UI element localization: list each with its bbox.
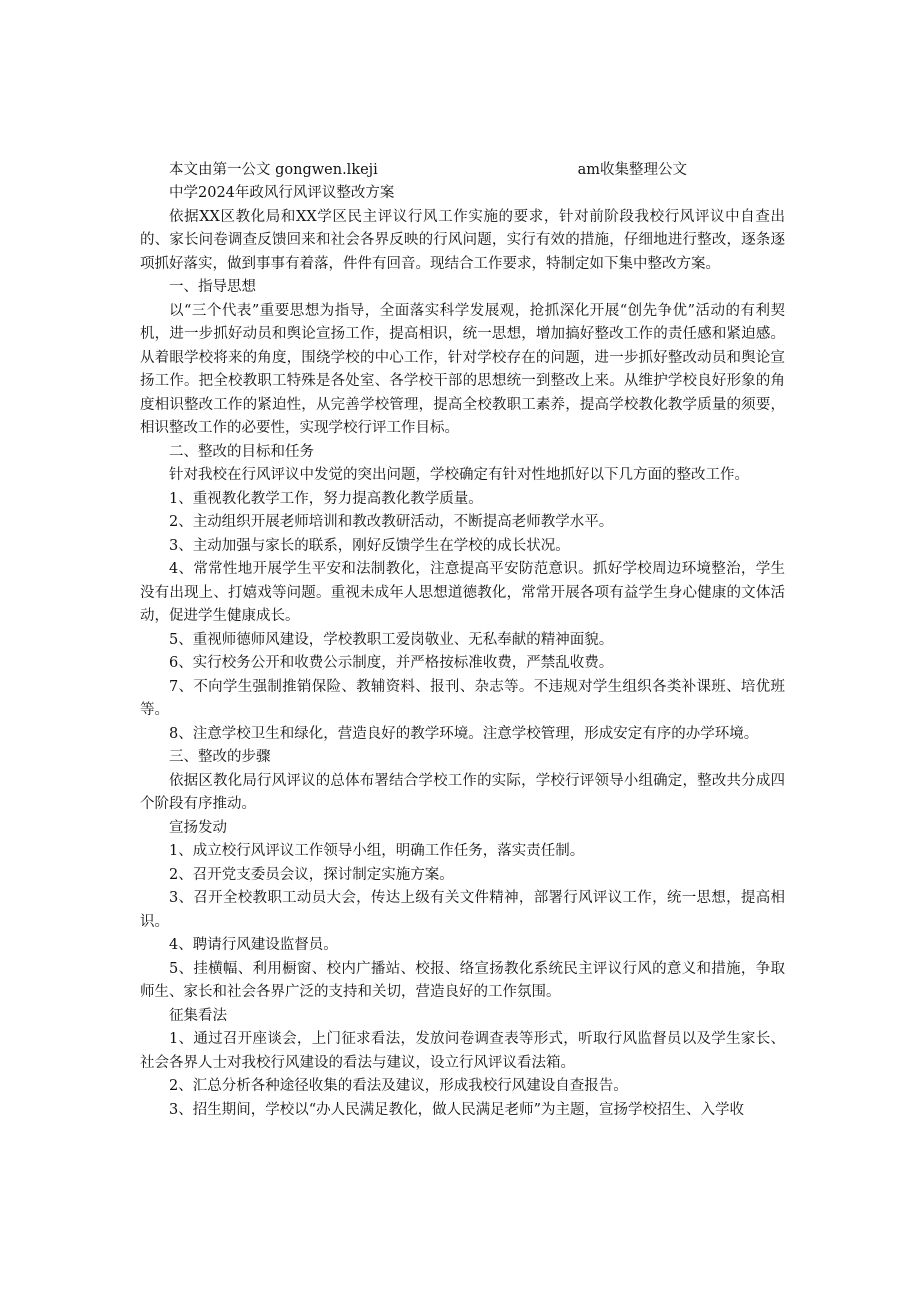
- list-item: 5、重视师德师风建设，学校教职工爱岗敬业、无私奉献的精神面貌。: [169, 631, 614, 648]
- source-note: [140, 158, 687, 182]
- list-item: 2、汇总分析各种途径收集的看法及建议，形成我校行风建设自查报告。: [169, 1078, 628, 1094]
- list-item: 3、招生期间，学校以“办人民满足教化，做人民满足老师”为主题，宣扬学校招生、入学收: [169, 1101, 745, 1118]
- document-body: [140, 158, 785, 1122]
- list-item: 4、聘请行风建设监督员。: [169, 937, 338, 953]
- paragraph: 依据XX区教化局和XX学区民主评议行风工作实施的要求，针对前阶段我校行风评议中自查出的、家长问卷调查反馈回来和社会各界反映的行风问题，实行有效的措施，仔细地进行整改，逐条逐项抓好落实，做到事事有着落，件件有回音。现结合工作要求，特制定如下集中整改方案。: [140, 208, 785, 272]
- section-heading: 一、指导思想: [169, 279, 256, 295]
- subsection-heading: 宣扬发动: [169, 819, 227, 836]
- list-item: 1、成立校行风评议工作领导小组，明确工作任务，落实责任制。: [169, 843, 585, 859]
- list-item: 7、不向学生强制推销保险、教辅资料、报刊、杂志等。不违规对学生组织各类补课班、培优班等。: [140, 678, 785, 718]
- source-note-left: 本文由第一公文 gongwen.lkeji: [169, 162, 378, 178]
- list-item: 2、主动组织开展老师培训和教改教研活动，不断提高老师教学水平。: [169, 514, 614, 530]
- subsection-heading: 征集看法: [169, 1007, 227, 1024]
- list-item: 2、召开党支委员会议，探讨制定实施方案。: [169, 866, 454, 883]
- source-note-right: am收集整理公文: [577, 162, 687, 178]
- list-item: 1、通过召开座谈会，上门征求看法，发放问卷调查表等形式，听取行风监督员以及学生家长、社会各界人士对我校行风建设的看法与建议，设立行风评议看法箱。: [140, 1031, 785, 1071]
- section-heading: 三、整改的步骤: [169, 749, 271, 765]
- section-heading: 二、整改的目标和任务: [169, 443, 314, 460]
- paragraph: 以“三个代表”重要思想为指导，全面落实科学发展观，抢抓深化开展“创先争优”活动的有利契机，进一步抓好动员和舆论宣扬工作，提高相识，统一思想，增加搞好整改工作的责任感和紧迫感。从着眼学校将来的角度，围绕学校的中心工作，针对学校存在的问题，进一步抓好整改动员和舆论宣扬工作。把全校教职工特殊是各处室、各学校干部的思想统一到整改上来。从维护学校良好形象的角度相识整改工作的紧迫性，从完善学校管理，提高全校教职工素养，提高学校教化教学质量的须要，相识整改工作的必要性，实现学校行评工作目标。: [140, 302, 785, 436]
- document-title: 中学2024年政风行风评议整改方案: [169, 185, 395, 201]
- list-item: 3、主动加强与家长的联系，刚好反馈学生在学校的成长状况。: [169, 537, 570, 554]
- paragraph: 依据区教化局行风评议的总体布署结合学校工作的实际，学校行评领导小组确定，整改共分成四个阶段有序推动。: [140, 772, 785, 812]
- list-item: 4、常常性地开展学生平安和法制教化，注意提高平安防范意识。抓好学校周边环境整治，学生没有出现上、打嬉戏等问题。重视未成年人思想道德教化，常常开展各项有益学生身心健康的文体活动，促进学生健康成长。: [140, 561, 785, 624]
- list-item: 1、重视教化教学工作，努力提高教化教学质量。: [169, 490, 483, 507]
- list-item: 6、实行校务公开和收费公示制度，并严格按标准收费，严禁乱收费。: [169, 655, 614, 671]
- paragraph: 针对我校在行风评议中发觉的突出问题，学校确定有针对性地抓好以下几方面的整改工作。: [169, 467, 749, 483]
- list-item: 5、挂横幅、利用橱窗、校内广播站、校报、络宣扬教化系统民主评议行风的意义和措施，争取师生、家长和社会各界广泛的支持和关切，营造良好的工作氛围。: [140, 960, 785, 1000]
- list-item: 3、召开全校教职工动员大会，传达上级有关文件精神，部署行风评议工作，统一思想，提高相识。: [140, 890, 785, 930]
- list-item: 8、注意学校卫生和绿化，营造良好的教学环境。注意学校管理，形成安定有序的办学环境。: [169, 725, 759, 742]
